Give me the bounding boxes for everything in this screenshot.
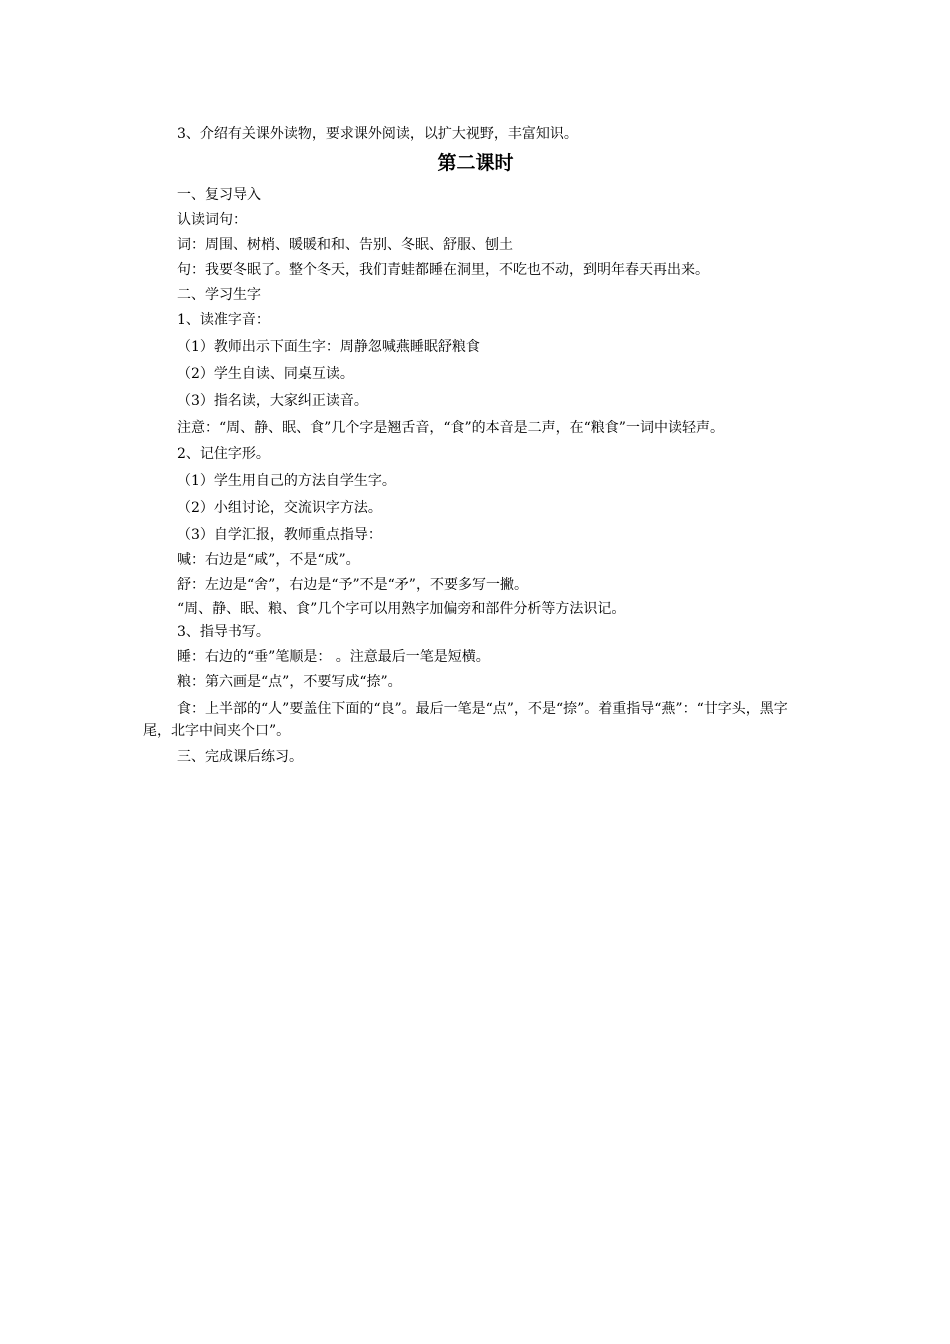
paragraph-pronunciation: 1、读准字音： [177,312,270,328]
intro-line: 3、介绍有关课外读物，要求课外阅读，以扩大视野，丰富知识。 [177,126,578,142]
paragraph-step-2-1: （1）学生用自己的方法自学生字。 [177,473,396,489]
paragraph-memorize: “周、静、眠、粮、食”几个字可以用熟字加偏旁和部件分析等方法识记。 [177,601,626,617]
paragraph-liang: 粮：第六画是“点”，不要写成“捺”。 [177,674,402,690]
paragraph-shui: 睡：右边的“垂”笔顺是： 。注意最后一笔是短横。 [177,649,490,665]
paragraph-step-1-1: （1）教师出示下面生字：周静忽喊燕睡眠舒粮食 [177,339,480,355]
document-body [143,122,808,770]
paragraph-writing: 3、指导书写。 [177,624,270,640]
section-heading-characters: 二、学习生字 [177,287,261,303]
paragraph-words: 词：周围、树梢、暖暖和和、告别、冬眠、舒服、刨土 [177,237,513,253]
paragraph-step-1-2: （2）学生自读、同桌互读。 [177,366,354,382]
paragraph-read-words: 认读词句： [177,212,247,228]
paragraph-shi: 食：上半部的“人”要盖住下面的“良”。最后一笔是“点”，不是“捺”。着重指导“燕”：“廿字头，黑字尾，北字中间夹个口”。 [143,701,788,739]
paragraph-step-2-3: （3）自学汇报，教师重点指导： [177,527,382,543]
section-heading-review: 一、复习导入 [177,187,261,203]
section-heading-exercise: 三、完成课后练习。 [177,749,303,765]
paragraph-sentence: 句：我要冬眠了。整个冬天，我们青蛙都睡在洞里，不吃也不动，到明年春天再出来。 [177,262,709,278]
lesson-title: 第二课时 [437,152,514,174]
paragraph-shape: 2、记住字形。 [177,446,270,462]
paragraph-step-2-2: （2）小组讨论，交流识字方法。 [177,500,382,516]
paragraph-han: 喊：右边是“咸”，不是“成”。 [177,552,360,568]
paragraph-shu: 舒：左边是“舍”，右边是“予”不是“矛”，不要多写一撇。 [177,577,528,593]
paragraph-note: 注意：“周、静、眠、食”几个字是翘舌音，“食”的本音是二声，在“粮食”一词中读轻声。 [177,420,724,436]
paragraph-step-1-3: （3）指名读，大家纠正读音。 [177,393,368,409]
